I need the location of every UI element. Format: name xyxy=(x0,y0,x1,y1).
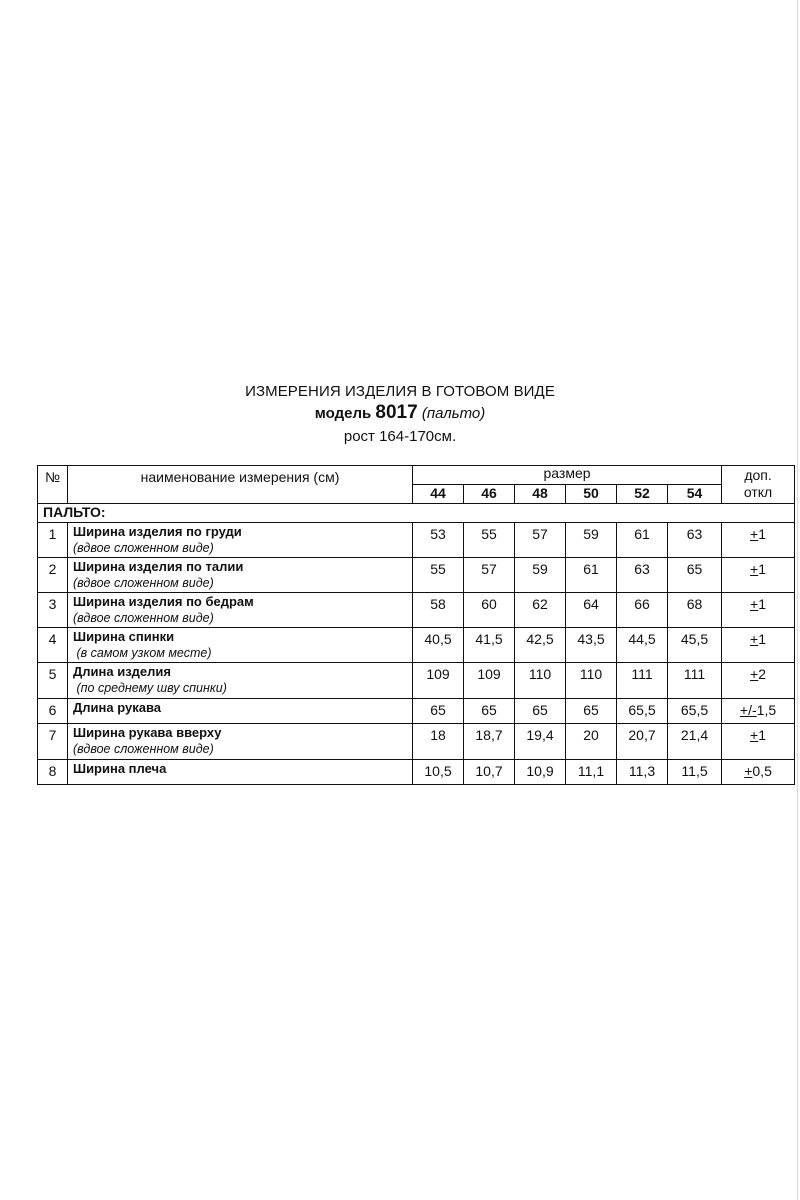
measurement-name: Ширина изделия по груди xyxy=(73,524,242,539)
measurement-note: (вдвое сложенном виде) xyxy=(73,576,214,590)
tolerance-sign: + xyxy=(750,596,759,612)
measurement-name: Ширина плеча xyxy=(73,761,167,776)
measurement-value: 65 xyxy=(413,699,464,724)
measurement-note: (в самом узком месте) xyxy=(73,646,212,660)
measurement-name-cell xyxy=(68,760,413,785)
measurement-name: Ширина спинки xyxy=(73,629,175,644)
tolerance-cell xyxy=(722,628,795,663)
measurement-value: 10,5 xyxy=(413,760,464,785)
tolerance-cell xyxy=(722,593,795,628)
row-number: 8 xyxy=(38,760,68,785)
size-header: 46 xyxy=(464,485,515,504)
row-number: 1 xyxy=(38,523,68,558)
tolerance-header-line1: доп. xyxy=(744,467,772,483)
tolerance-value: 0,5 xyxy=(752,763,772,779)
measurement-value: 53 xyxy=(413,523,464,558)
measurement-name: Длина рукава xyxy=(73,700,161,715)
measurement-value: 20 xyxy=(566,724,617,760)
measurement-value: 43,5 xyxy=(566,628,617,663)
tolerance-value: 1 xyxy=(758,526,767,542)
scan-edge-line xyxy=(797,0,798,1200)
row-number: 5 xyxy=(38,663,68,699)
tolerance-cell xyxy=(722,558,795,593)
measurement-value: 65 xyxy=(566,699,617,724)
measurement-name-cell xyxy=(68,663,413,699)
model-label: модель xyxy=(314,405,372,422)
measurement-value: 111 xyxy=(668,663,722,699)
measurement-value: 18,7 xyxy=(464,724,515,760)
measurement-value: 11,3 xyxy=(617,760,668,785)
measurement-value: 65 xyxy=(515,699,566,724)
tolerance-cell xyxy=(722,724,795,760)
tolerance-cell xyxy=(722,760,795,785)
tolerance-value: 2 xyxy=(758,666,767,682)
row-number: 3 xyxy=(38,593,68,628)
measurement-value: 57 xyxy=(515,523,566,558)
measurement-name: Длина изделия xyxy=(73,664,171,679)
measurement-value: 63 xyxy=(668,523,722,558)
measurement-value: 59 xyxy=(515,558,566,593)
measurement-value: 61 xyxy=(617,523,668,558)
tolerance-sign: + xyxy=(750,526,759,542)
measurement-value: 61 xyxy=(566,558,617,593)
size-header: 52 xyxy=(617,485,668,504)
col-header-size: размер xyxy=(413,466,722,485)
measurement-value: 65,5 xyxy=(668,699,722,724)
measurements-table xyxy=(37,465,795,785)
measurement-value: 55 xyxy=(464,523,515,558)
table-row xyxy=(38,699,795,724)
measurement-value: 59 xyxy=(566,523,617,558)
measurement-value: 19,4 xyxy=(515,724,566,760)
measurement-note: (вдвое сложенном виде) xyxy=(73,742,214,756)
document-title: ИЗМЕРЕНИЯ ИЗДЕЛИЯ В ГОТОВОМ ВИДЕ xyxy=(245,383,555,400)
measurement-value: 41,5 xyxy=(464,628,515,663)
measurement-value: 65 xyxy=(464,699,515,724)
size-header: 50 xyxy=(566,485,617,504)
measurement-value: 20,7 xyxy=(617,724,668,760)
measurement-value: 21,4 xyxy=(668,724,722,760)
measurement-name-cell xyxy=(68,724,413,760)
measurement-value: 63 xyxy=(617,558,668,593)
measurement-name-cell xyxy=(68,628,413,663)
tolerance-header-line2: откл xyxy=(743,484,773,500)
measurement-value: 110 xyxy=(566,663,617,699)
tolerance-value: 1 xyxy=(758,596,767,612)
measurement-value: 45,5 xyxy=(668,628,722,663)
col-header-name: наименование измерения (см) xyxy=(68,466,413,504)
measurement-note: (вдвое сложенном виде) xyxy=(73,611,214,625)
section-label: ПАЛЬТО: xyxy=(38,504,795,523)
model-line xyxy=(0,402,800,424)
measurement-value: 60 xyxy=(464,593,515,628)
height-range: рост 164-170см. xyxy=(343,428,457,445)
measurement-value: 62 xyxy=(515,593,566,628)
size-header: 44 xyxy=(413,485,464,504)
tolerance-sign: + xyxy=(744,763,753,779)
tolerance-sign: +/- xyxy=(739,702,757,718)
row-number: 2 xyxy=(38,558,68,593)
header-row-top xyxy=(38,466,795,485)
measurement-value: 40,5 xyxy=(413,628,464,663)
measurement-value: 10,7 xyxy=(464,760,515,785)
tolerance-sign: + xyxy=(750,666,759,682)
measurement-value: 57 xyxy=(464,558,515,593)
table-row xyxy=(38,558,795,593)
tolerance-value: 1 xyxy=(758,727,767,743)
measurement-name-cell xyxy=(68,699,413,724)
measurement-value: 11,5 xyxy=(668,760,722,785)
measurement-value: 66 xyxy=(617,593,668,628)
section-row xyxy=(38,504,795,523)
tolerance-sign: + xyxy=(750,631,759,647)
measurement-value: 68 xyxy=(668,593,722,628)
model-number: 8017 xyxy=(375,402,418,423)
measurement-value: 64 xyxy=(566,593,617,628)
tolerance-value: 1 xyxy=(758,561,767,577)
row-number: 6 xyxy=(38,699,68,724)
measurement-value: 65 xyxy=(668,558,722,593)
table-row xyxy=(38,523,795,558)
size-header: 48 xyxy=(515,485,566,504)
tolerance-sign: + xyxy=(750,561,759,577)
measurement-value: 58 xyxy=(413,593,464,628)
measurement-name-cell xyxy=(68,593,413,628)
measurement-value: 109 xyxy=(464,663,515,699)
table-row xyxy=(38,663,795,699)
tolerance-cell xyxy=(722,699,795,724)
measurement-note: (по среднему шву спинки) xyxy=(73,681,227,695)
measurement-value: 55 xyxy=(413,558,464,593)
row-number: 7 xyxy=(38,724,68,760)
col-header-tolerance xyxy=(722,466,795,504)
table-row xyxy=(38,724,795,760)
measurement-value: 109 xyxy=(413,663,464,699)
tolerance-cell xyxy=(722,523,795,558)
measurement-name: Ширина рукава вверху xyxy=(73,725,222,740)
measurement-value: 65,5 xyxy=(617,699,668,724)
measurement-value: 44,5 xyxy=(617,628,668,663)
measurement-value: 42,5 xyxy=(515,628,566,663)
measurement-name-cell xyxy=(68,523,413,558)
table-row xyxy=(38,760,795,785)
tolerance-value: 1,5 xyxy=(756,702,777,718)
tolerance-sign: + xyxy=(750,727,759,743)
size-header: 54 xyxy=(668,485,722,504)
measurement-value: 111 xyxy=(617,663,668,699)
measurement-name: Ширина изделия по талии xyxy=(73,559,244,574)
measurement-value: 18 xyxy=(413,724,464,760)
measurement-value: 10,9 xyxy=(515,760,566,785)
table-row xyxy=(38,593,795,628)
measurement-name: Ширина изделия по бедрам xyxy=(73,594,254,609)
model-kind: (пальто) xyxy=(421,405,486,422)
col-header-number: № xyxy=(38,466,68,504)
table-row xyxy=(38,628,795,663)
tolerance-cell xyxy=(722,663,795,699)
tolerance-value: 1 xyxy=(758,631,767,647)
row-number: 4 xyxy=(38,628,68,663)
measurement-value: 110 xyxy=(515,663,566,699)
measurement-note: (вдвое сложенном виде) xyxy=(73,541,214,555)
measurement-value: 11,1 xyxy=(566,760,617,785)
measurement-name-cell xyxy=(68,558,413,593)
